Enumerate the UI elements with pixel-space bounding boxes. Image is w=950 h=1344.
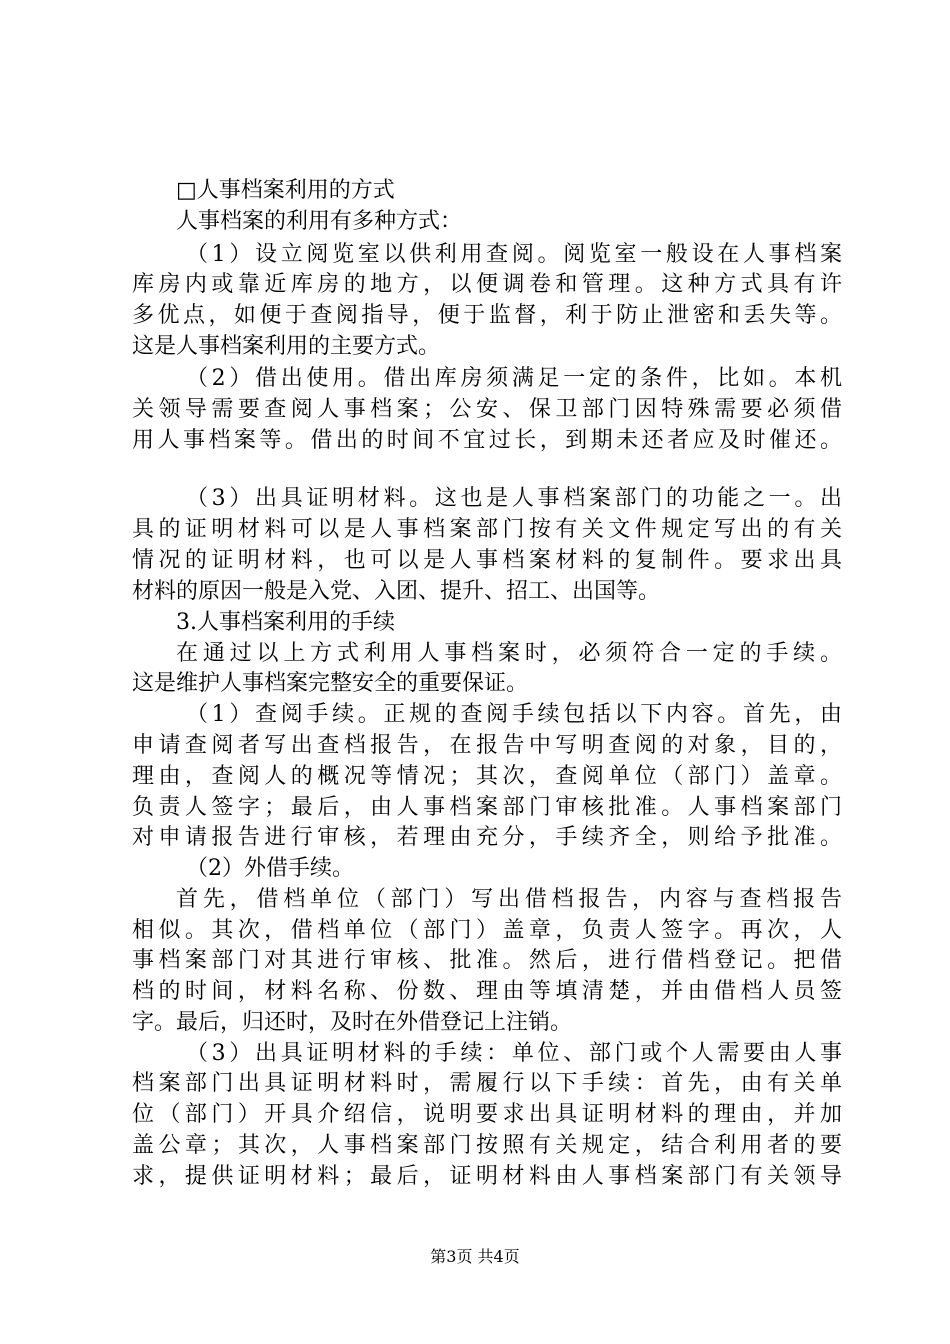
paragraph-line: 相似。其次，借档单位（部门）盖章，负责人签字。再次，人 — [132, 918, 842, 943]
paragraph-line: 求，提供证明材料；最后，证明材料由人事档案部门有关领导 — [132, 1164, 842, 1189]
paragraph-line: 具的证明材料可以是人事档案部门按有关文件规定写出的有关 — [132, 517, 842, 542]
paragraph-line: 这是维护人事档案完整安全的重要保证。 — [132, 671, 529, 696]
page-footer: 第3页 共4页 — [430, 1247, 520, 1266]
paragraph-line: （2）借出使用。借出库房须满足一定的条件，比如。本机 — [186, 366, 842, 391]
paragraph-line: （2）外借手续。 — [186, 856, 354, 881]
paragraph-line: 用人事档案等。借出的时间不宜过长，到期未还者应及时催还。 — [132, 428, 842, 453]
paragraph-line: （1）设立阅览室以供利用查阅。阅览室一般设在人事档案 — [186, 242, 842, 267]
paragraph-line: 位（部门）开具介绍信，说明要求出具证明材料的理由，并加 — [132, 1102, 842, 1127]
paragraph-line: 字。最后，归还时，及时在外借登记上注销。 — [132, 1010, 573, 1035]
paragraph-line: 理由，查阅人的概况等情况；其次，查阅单位（部门）盖章。 — [132, 764, 842, 789]
paragraph-line: 档案部门出具证明材料时，需履行以下手续：首先，由有关单 — [132, 1071, 842, 1096]
paragraph-line: （3）出具证明材料的手续：单位、部门或个人需要由人事 — [186, 1041, 842, 1066]
section-heading: 3.人事档案利用的手续 — [176, 610, 395, 635]
paragraph-line: 材料的原因一般是入党、入团、提升、招工、出国等。 — [132, 579, 661, 604]
paragraph-line: 关领导需要查阅人事档案；公安、保卫部门因特殊需要必须借 — [132, 397, 842, 422]
paragraph-line: （1）查阅手续。正规的查阅手续包括以下内容。首先，由 — [186, 702, 842, 727]
paragraph-line: 事档案部门对其进行审核、批准。然后，进行借档登记。把借 — [132, 948, 842, 973]
paragraph-line: 首先，借档单位（部门）写出借档报告，内容与查档报告 — [176, 887, 842, 912]
paragraph-line: 库房内或靠近库房的地方，以便调卷和管理。这种方式具有许 — [132, 272, 842, 297]
paragraph-line: 负责人签字；最后，由人事档案部门审核批准。人事档案部门 — [132, 795, 842, 820]
paragraph-line: 对申请报告进行审核，若理由充分，手续齐全，则给予批准。 — [132, 825, 842, 850]
section-heading: □人事档案利用的方式 — [176, 178, 395, 203]
paragraph-line: 申请查阅者写出查档报告，在报告中写明查阅的对象，目的， — [132, 733, 842, 758]
paragraph-line: 在通过以上方式利用人事档案时，必须符合一定的手续。 — [176, 641, 842, 666]
paragraph-line: 人事档案的利用有多种方式： — [176, 209, 463, 234]
paragraph-line: 多优点，如便于查阅指导，便于监督，利于防止泄密和丢失等。 — [132, 303, 842, 328]
paragraph-line: （3）出具证明材料。这也是人事档案部门的功能之一。出 — [186, 486, 842, 511]
paragraph-line: 盖公章；其次，人事档案部门按照有关规定，结合利用者的要 — [132, 1133, 842, 1158]
paragraph-line: 档的时间，材料名称、份数、理由等填清楚，并由借档人员签 — [132, 979, 842, 1004]
paragraph-line: 这是人事档案利用的主要方式。 — [132, 334, 441, 359]
paragraph-line: 情况的证明材料，也可以是人事档案材料的复制件。要求出具 — [132, 548, 842, 573]
